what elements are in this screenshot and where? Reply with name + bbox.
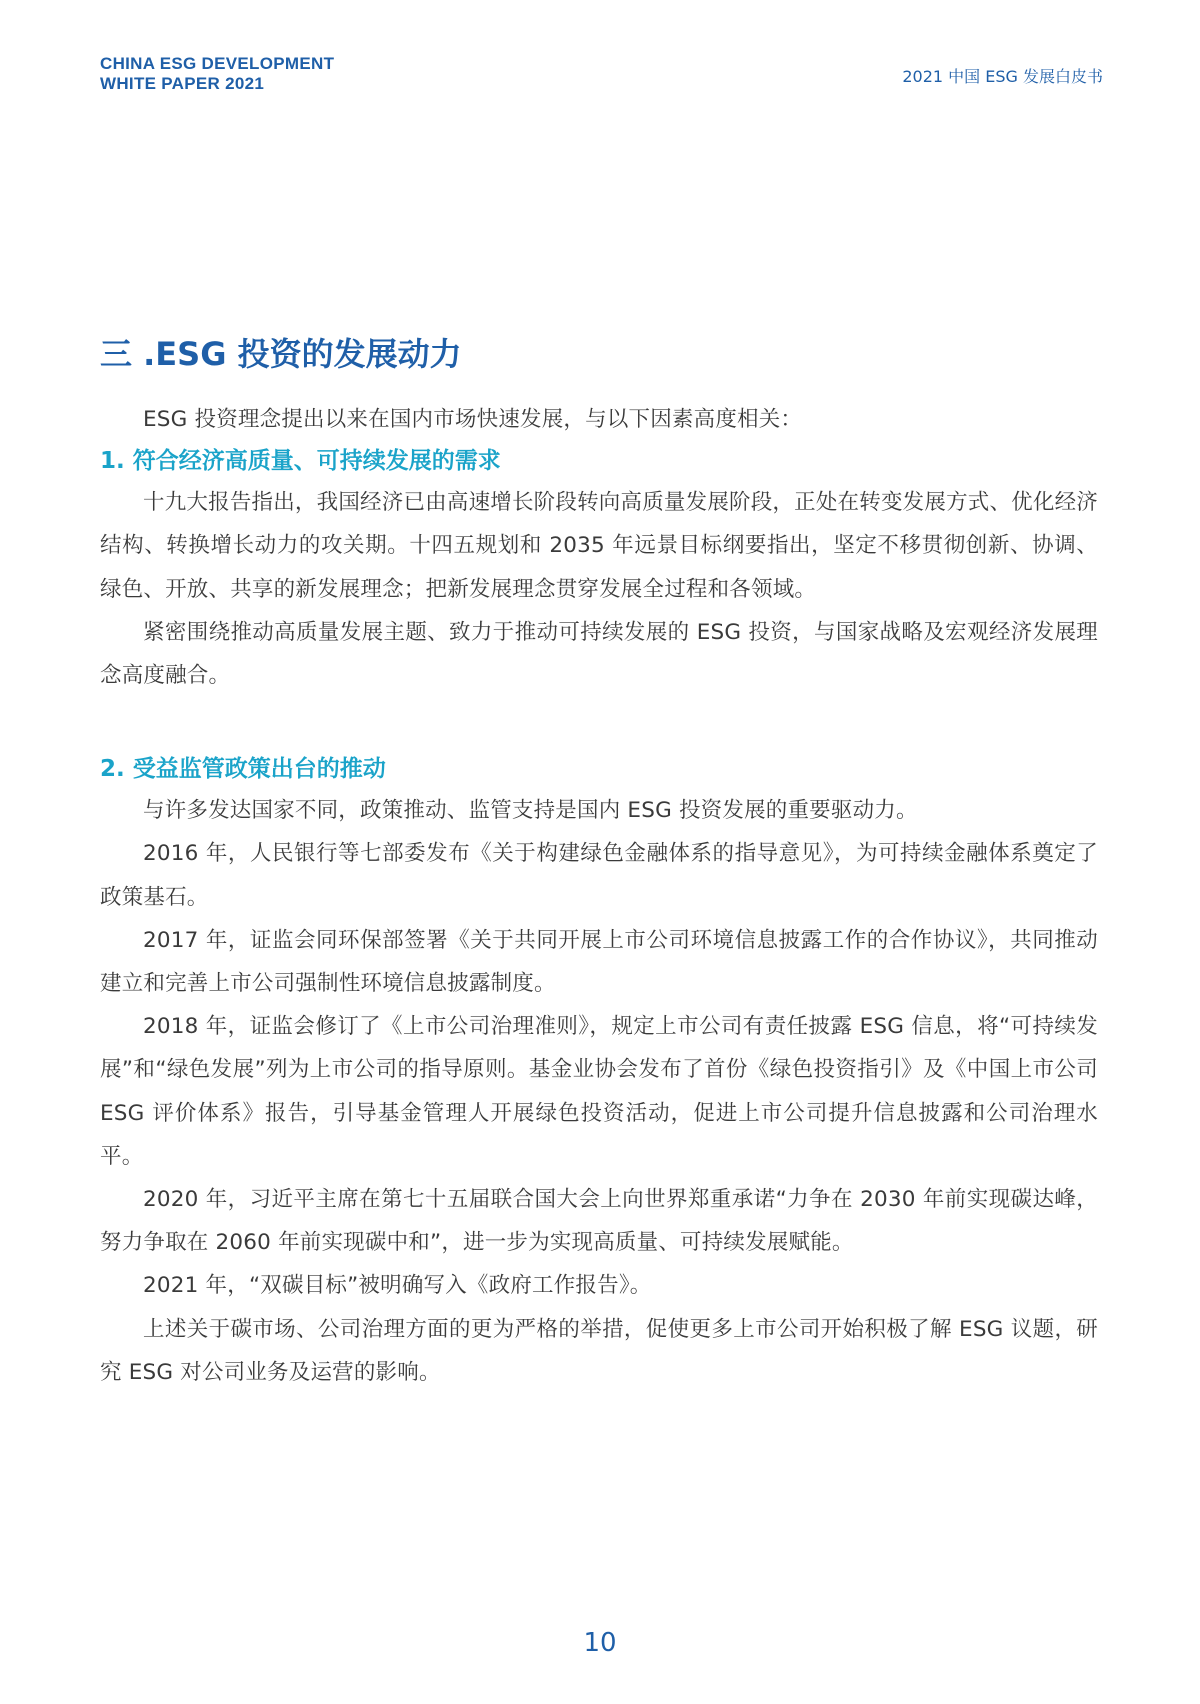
spacer [100, 697, 1098, 749]
subsection-2-paragraph: 2020 年，习近平主席在第七十五届联合国大会上向世界郑重承诺“力争在 2030 年前实现碳达峰，努力争取在 2060 年前实现碳中和”，进一步为实现高质量、可持续发展赋能。 [100, 1187, 1098, 1256]
section-intro: ESG 投资理念提出以来在国内市场快速发展，与以下因素高度相关： [143, 407, 803, 432]
subsection-2-paragraph: 与许多发达国家不同，政策推动、监管支持是国内 ESG 投资发展的重要驱动力。 [143, 798, 918, 824]
header-right-title: 2021 中国 ESG 发展白皮书 [902, 67, 1103, 86]
header-left [100, 54, 334, 94]
page-content [100, 332, 1098, 1394]
header-title-line2: WHITE PAPER 2021 [100, 74, 265, 93]
subsection-2-paragraph: 2021 年，“双碳目标”被明确写入《政府工作报告》。 [143, 1273, 652, 1299]
subsection-2-paragraph: 2017 年，证监会同环保部签署《关于共同开展上市公司环境信息披露工作的合作协议》，共同推动建立和完善上市公司强制性环境信息披露制度。 [100, 927, 1098, 997]
subsection-1-paragraph: 紧密围绕推动高质量发展主题、致力于推动可持续发展的 ESG 投资，与国家战略及宏观经济发展理念高度融合。 [100, 619, 1098, 689]
subsection-2-paragraph: 2016 年，人民银行等七部委发布《关于构建绿色金融体系的指导意见》，为可持续金融体系奠定了政策基石。 [100, 841, 1098, 910]
subsection-2-title: 2. 受益监管政策出台的推动 [100, 756, 386, 783]
subsection-1-paragraph: 十九大报告指出，我国经济已由高速增长阶段转向高质量发展阶段，正处在转变发展方式、优化经济结构、转换增长动力的攻关期。十四五规划和 2035 年远景目标纲要指出，坚定不移贯彻创新、协调、绿色、开放、共享的新发展理念；把新发展理念贯穿发展全过程和各领域。 [100, 490, 1098, 602]
header-title-line1: CHINA ESG DEVELOPMENT [100, 54, 335, 73]
subsection-1-title: 1. 符合经济高质量、可持续发展的需求 [100, 448, 501, 475]
subsection-2-paragraph: 2018 年，证监会修订了《上市公司治理准则》，规定上市公司有责任披露 ESG 信息，将“可持续发展”和“绿色发展”列为上市公司的指导原则。基金业协会发布了首份《绿色投资指引》及《中国上市公司 ESG 评价体系》报告，引导基金管理人开展绿色投资活动，促进上市公司提升信息披露和公司治理水平。 [100, 1014, 1098, 1169]
subsection-2-paragraph: 上述关于碳市场、公司治理方面的更为严格的举措，促使更多上市公司开始积极了解 ESG 议题，研究 ESG 对公司业务及运营的影响。 [100, 1316, 1098, 1385]
page-number: 10 [583, 1628, 617, 1658]
section-title: 三 .ESG 投资的发展动力 [100, 335, 462, 373]
